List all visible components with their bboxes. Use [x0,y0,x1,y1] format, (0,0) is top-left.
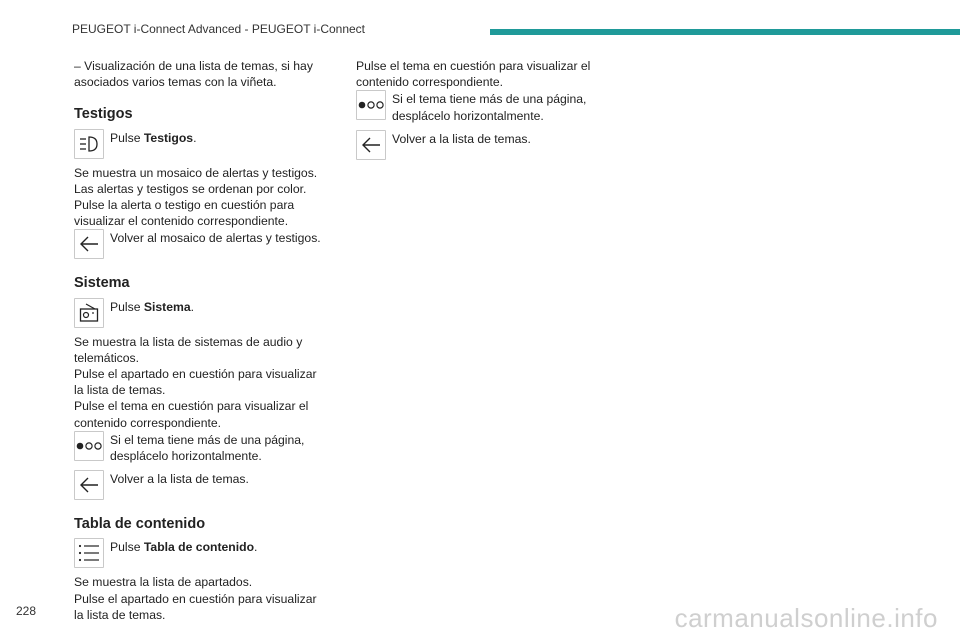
testigos-body-3: Pulse la alerta o testigo en cuestión para visualizar el contenido correspondiente. [74,198,295,229]
right-pages-text: Si el tema tiene más de una página, desplácelo horizontalmente. [392,92,587,123]
press-tabla-text: Pulse Tabla de contenido. [110,540,258,555]
right-body-1: Pulse el tema en cuestión para visualizar el contenido correspondiente. [356,59,591,90]
intro-text: – Visualización de una lista de temas, si hay asociados varios temas con la viñeta. [74,59,313,90]
back-arrow-icon [74,470,104,500]
page-dots-icon [74,431,104,461]
page-dots-icon [356,90,386,120]
testigos-back-row [74,229,326,259]
sistema-body-3: Pulse el tema en cuestión para visualizar el contenido correspondiente. [74,399,309,430]
sistema-body-1: Se muestra la lista de sistemas de audio y telemáticos. [74,334,303,365]
table-of-contents-icon [74,538,104,568]
press-sistema-bold: Sistema [143,299,191,314]
left-column [74,58,326,623]
testigos-back-text: Volver al mosaico de alertas y testigos. [110,231,321,246]
watermark: carmanualsonline.info [674,603,938,633]
tabla-body-1: Se muestra la lista de apartados. [74,575,253,590]
section-heading-tabla: Tabla de contenido [74,516,206,533]
tabla-body-2: Pulse el apartado en cuestión para visualizar la lista de temas. [74,591,317,622]
press-testigos-row [74,129,326,159]
right-column [356,58,608,160]
right-back-text: Volver a la lista de temas. [392,131,531,146]
warning-lights-icon [74,129,104,159]
sistema-pages-text: Si el tema tiene más de una página, desplácelo horizontalmente. [110,432,305,464]
testigos-body-2: Las alertas y testigos se ordenan por color. [74,181,307,196]
press-sistema-text: Pulse Sistema. [110,299,195,314]
sistema-back-row [74,470,326,500]
section-heading-testigos: Testigos [74,106,133,123]
header-title: PEUGEOT i-Connect Advanced - PEUGEOT i-Connect [72,22,366,36]
right-pages-row [356,90,608,123]
page-number: 228 [16,604,37,618]
sistema-body-2: Pulse el apartado en cuestión para visualizar la lista de temas. [74,367,317,398]
press-sistema-row [74,298,326,328]
testigos-body-1: Se muestra un mosaico de alertas y testigos. [74,165,318,180]
back-arrow-icon [74,229,104,259]
system-radio-icon [74,298,104,328]
back-arrow-icon [356,130,386,160]
press-tabla-bold: Tabla de contenido [143,540,255,555]
header-accent-bar [490,29,960,35]
press-testigos-text: Pulse Testigos. [110,130,197,145]
press-testigos-bold: Testigos [143,130,194,145]
right-back-row [356,130,608,160]
press-tabla-row [74,538,326,568]
sistema-back-text: Volver a la lista de temas. [110,472,249,487]
sistema-pages-row [74,431,326,464]
section-heading-sistema: Sistema [74,275,130,292]
